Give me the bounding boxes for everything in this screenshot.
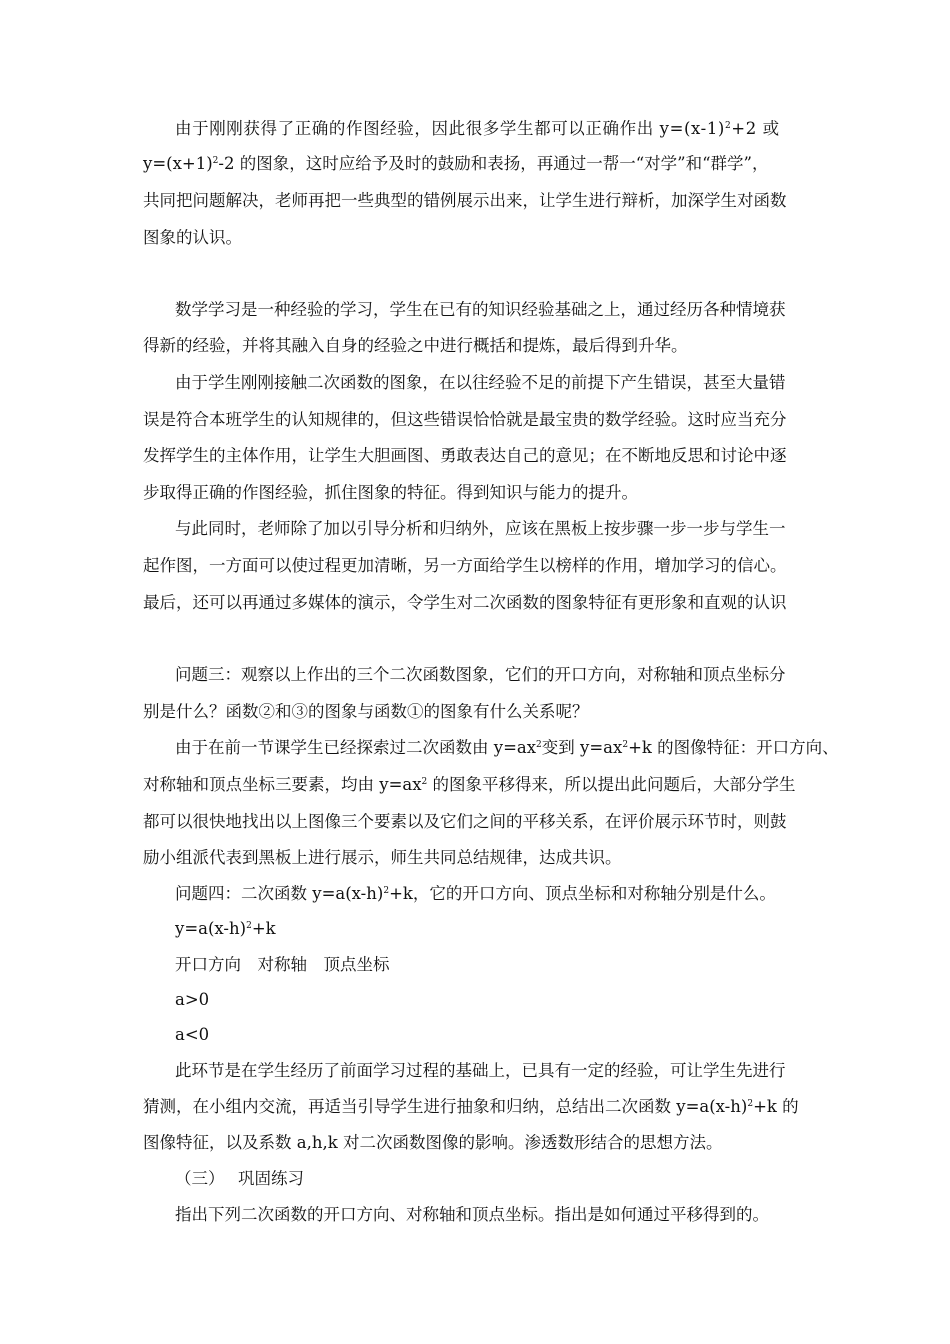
p4-line-3-text: 最后，还可以再通过多媒体的演示，令学生对二次函数的图象特征有更形象和直观的认识: [143, 593, 787, 612]
table-row-2-text: a<0: [175, 1025, 210, 1044]
p7-line-1-text: 问题四：二次函数 $y=a(x-h)^2+k$，它的开口方向、顶点坐标和对称轴分别是什么。: [175, 884, 776, 903]
table-headers: 开口方向 对称轴 顶点坐标: [175, 955, 390, 974]
p5-line-2-text: 别是什么？函数②和③的图象与函数①的图象有什么关系呢？: [143, 702, 589, 721]
table-row-1-text: a>0: [175, 990, 210, 1009]
p6-line-3-text: 都可以很快地找出以上图像三个要素以及它们之间的平移关系，在评价展示环节时，则鼓: [143, 812, 787, 831]
section-heading-text: （三） 巩固练习: [175, 1169, 304, 1188]
p3-line-3-text: 发挥学生的主体作用，让学生大胆画图、勇敢表达自己的意见；在不断地反思和讨论中逐: [143, 446, 787, 465]
p2-line-1-text: 数学学习是一种经验的学习，学生在已有的知识经验基础之上，通过经历各种情境获: [175, 300, 786, 319]
p1-line-3-text: 共同把问题解决，老师再把一些典型的错例展示出来，让学生进行辩析，加深学生对函数: [143, 191, 787, 210]
p9-line-1-text: 指出下列二次函数的开口方向、对称轴和顶点坐标。指出是如何通过平移得到的。: [175, 1205, 769, 1224]
p3-line-4-text: 步取得正确的作图经验，抓住图象的特征。得到知识与能力的提升。: [143, 483, 638, 502]
p6-line-4-text: 励小组派代表到黑板上进行展示，师生共同总结规律，达成共识。: [143, 848, 622, 867]
p8-line-2-text: 猜测，在小组内交流，再适当引导学生进行抽象和归纳，总结出二次函数 $y=a(x-h)^2+k$ 的: [143, 1097, 799, 1116]
p6-line-1-text: 由于在前一节课学生已经探索过二次函数由 $y=ax^2$变到 $y=ax^2+k$ 的图像特征：开口方向、: [175, 738, 839, 757]
p1-line-2-text: $y=(x+1)^2-2$ 的图象，这时应给予及时的鼓励和表扬，再通过一帮一“对学”和“群学”，: [143, 154, 769, 173]
p8-line-1-text: 此环节是在学生经历了前面学习过程的基础上，已具有一定的经验，可让学生先进行: [175, 1061, 786, 1080]
p2-line-2-text: 得新的经验，并将其融入自身的经验之中进行概括和提炼，最后得到升华。: [143, 336, 688, 355]
p1-line-1-text: 由于刚刚获得了正确的作图经验，因此很多学生都可以正确作出 $y=(x-1)^2+2$ 或: [175, 119, 780, 138]
p1-line-4-text: 图象的认识。: [143, 228, 242, 247]
p3-line-2-text: 误是符合本班学生的认知规律的，但这些错误恰恰就是最宝贵的数学经验。这时应当充分: [143, 410, 787, 429]
p5-line-1-text: 问题三：观察以上作出的三个二次函数图象，它们的开口方向，对称轴和顶点坐标分: [175, 665, 786, 684]
p3-line-1-text: 由于学生刚刚接触二次函数的图象，在以往经验不足的前提下产生错误，甚至大量错: [175, 373, 786, 392]
p4-line-1-text: 与此同时，老师除了加以引导分析和归纳外，应该在黑板上按步骤一步一步与学生一: [175, 519, 786, 538]
p6-line-2-text: 对称轴和顶点坐标三要素，均由 $y=ax^2$ 的图象平移得来，所以提出此问题后，大部分学生: [143, 775, 796, 794]
p8-line-3-text: 图像特征，以及系数 a,h,k 对二次函数图像的影响。渗透数形结合的思想方法。: [143, 1133, 723, 1152]
formula-text: $y=a(x-h)^2+k$: [175, 919, 276, 938]
p4-line-2-text: 起作图，一方面可以使过程更加清晰，另一方面给学生以榜样的作用，增加学习的信心。: [143, 556, 787, 575]
